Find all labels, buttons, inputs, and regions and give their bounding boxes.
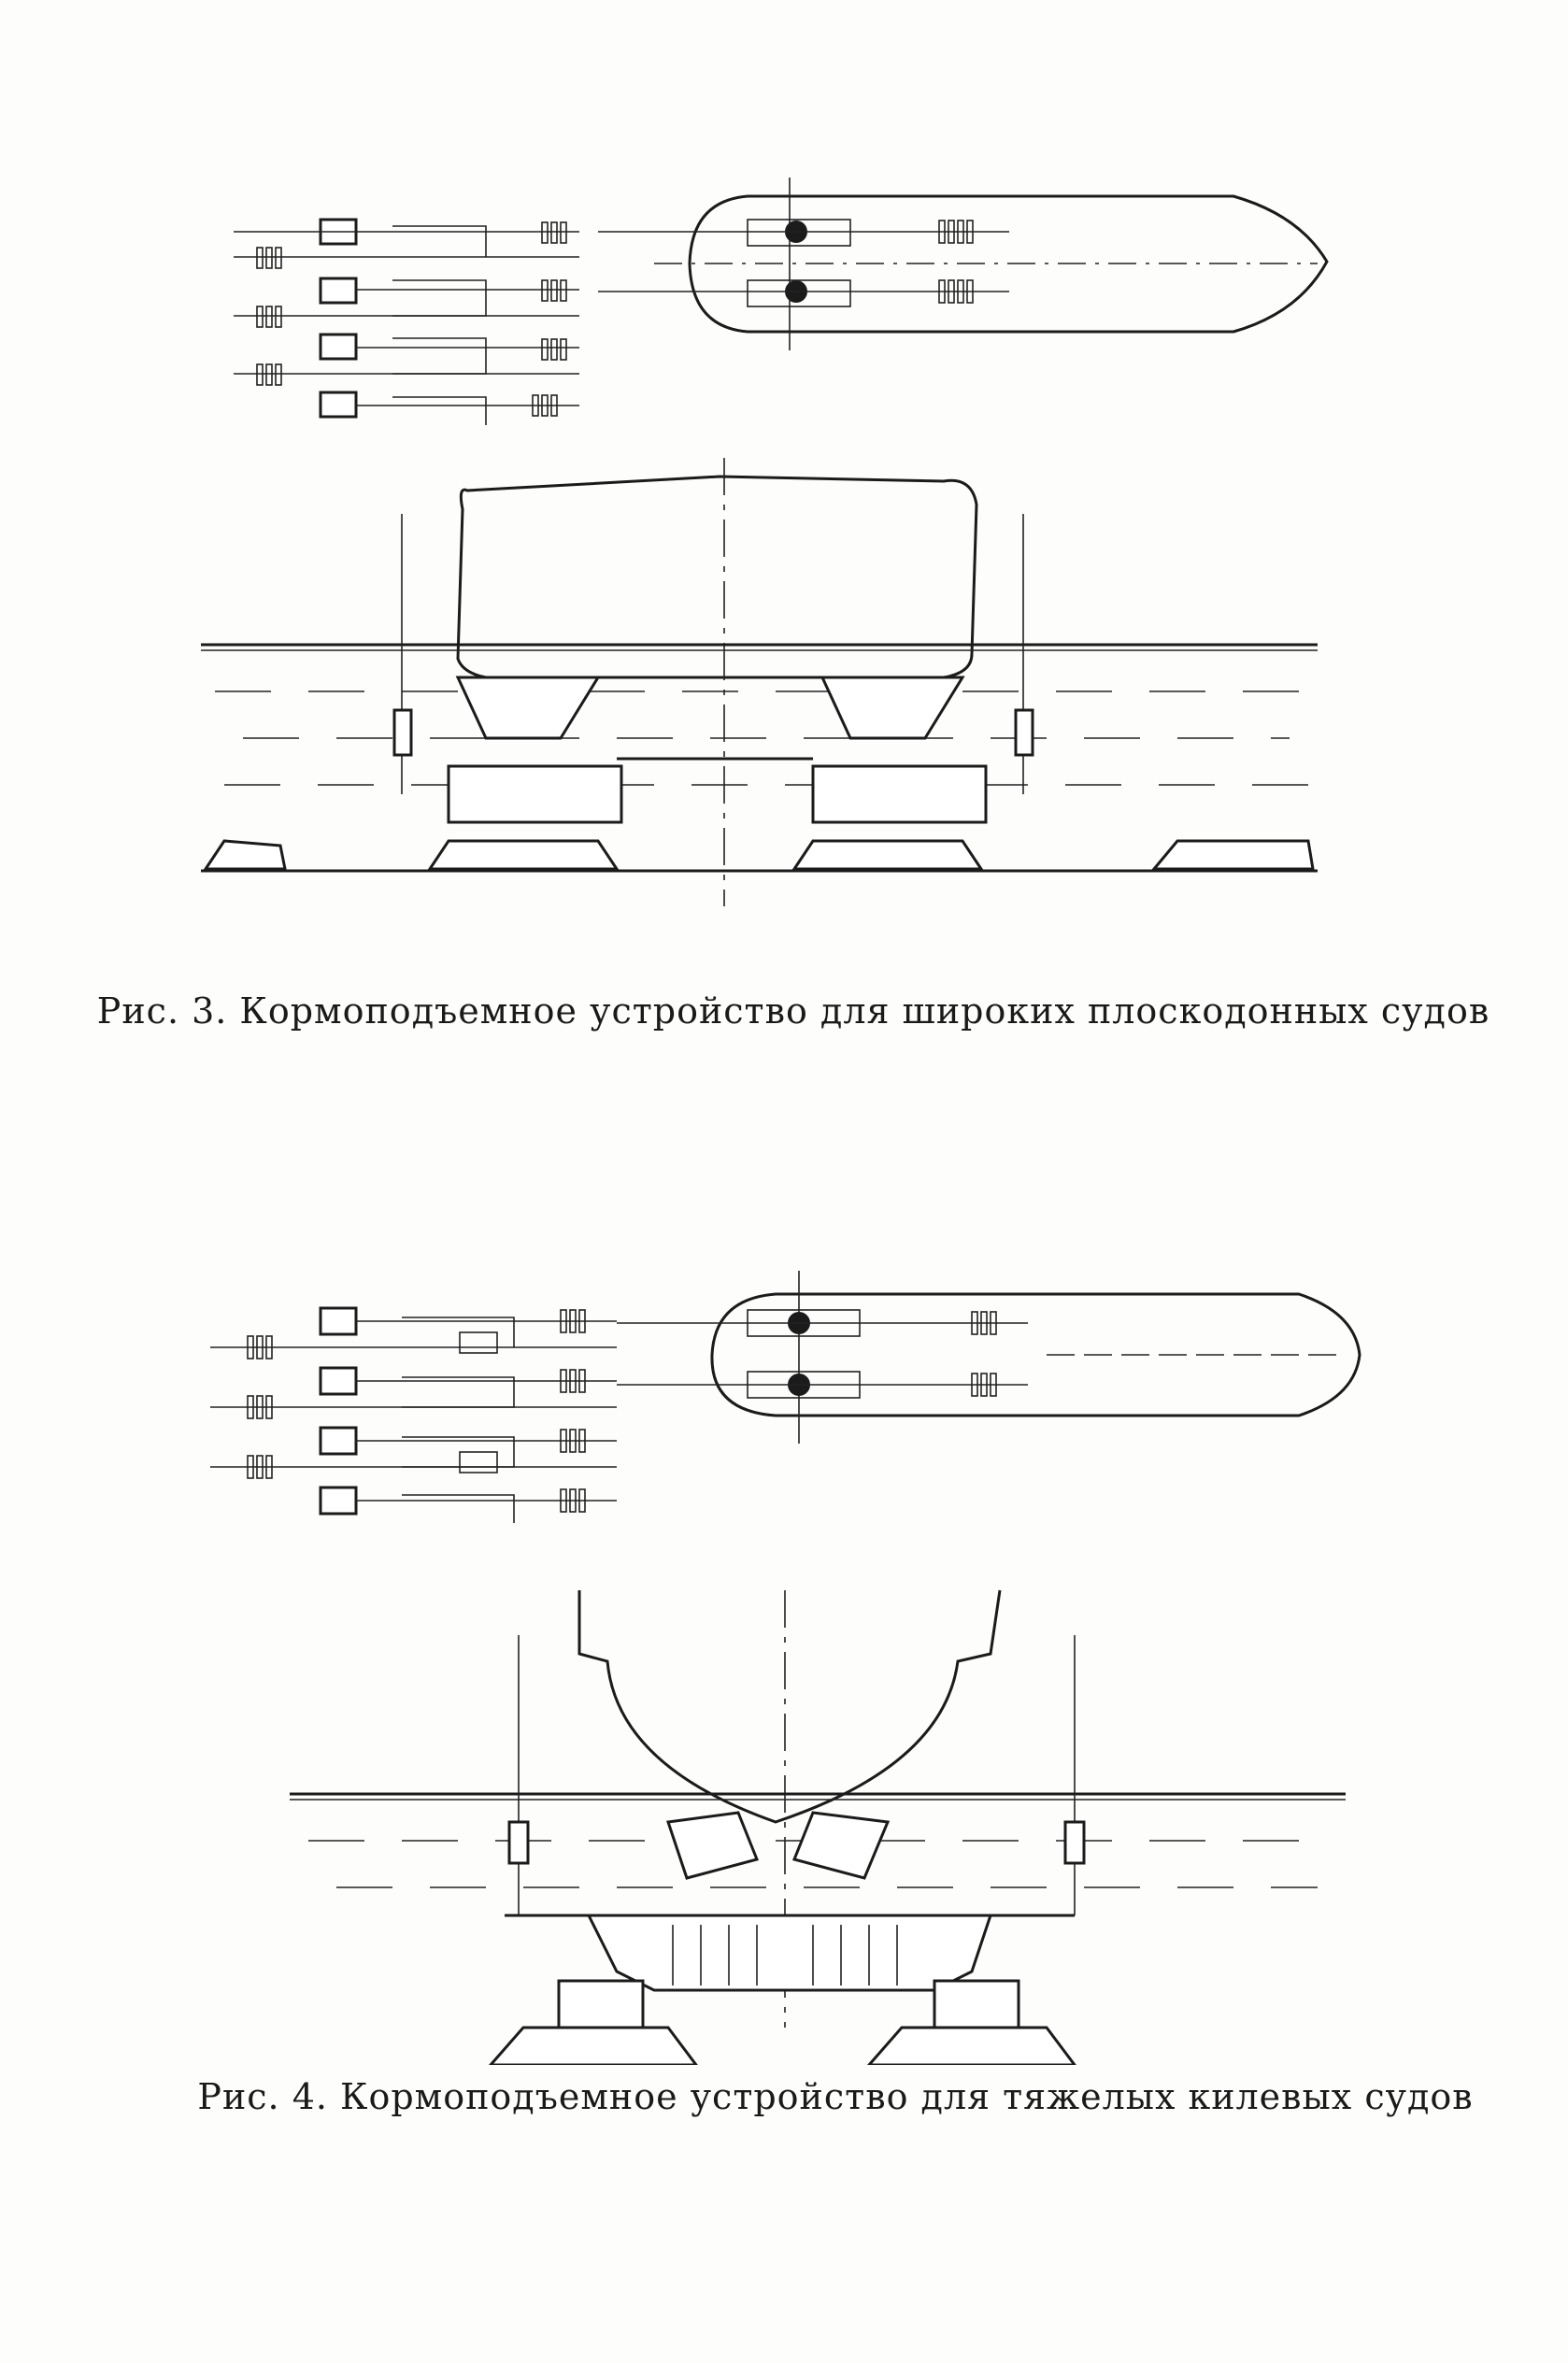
flat-bottom-ship-section-icon — [201, 458, 1318, 906]
berth-tracks-icon — [210, 1308, 617, 1523]
figure-3 — [0, 140, 1568, 944]
figure-3-caption: Рис. 3. Кормоподъемное устройство для широких плоскодонных судов — [96, 990, 1490, 1032]
figure-4-caption: Рис. 4. Кормоподъемное устройство для тяжелых килевых судов — [197, 2076, 1474, 2117]
figure-4 — [0, 1243, 1568, 2065]
figure-4-drawing — [0, 1243, 1568, 2065]
ship-plan-view-icon — [617, 1271, 1360, 1444]
keel-ship-section-icon — [290, 1590, 1346, 2065]
figure-3-drawing — [0, 140, 1568, 944]
ship-plan-view-icon — [598, 178, 1327, 350]
berth-tracks-icon — [234, 220, 579, 425]
